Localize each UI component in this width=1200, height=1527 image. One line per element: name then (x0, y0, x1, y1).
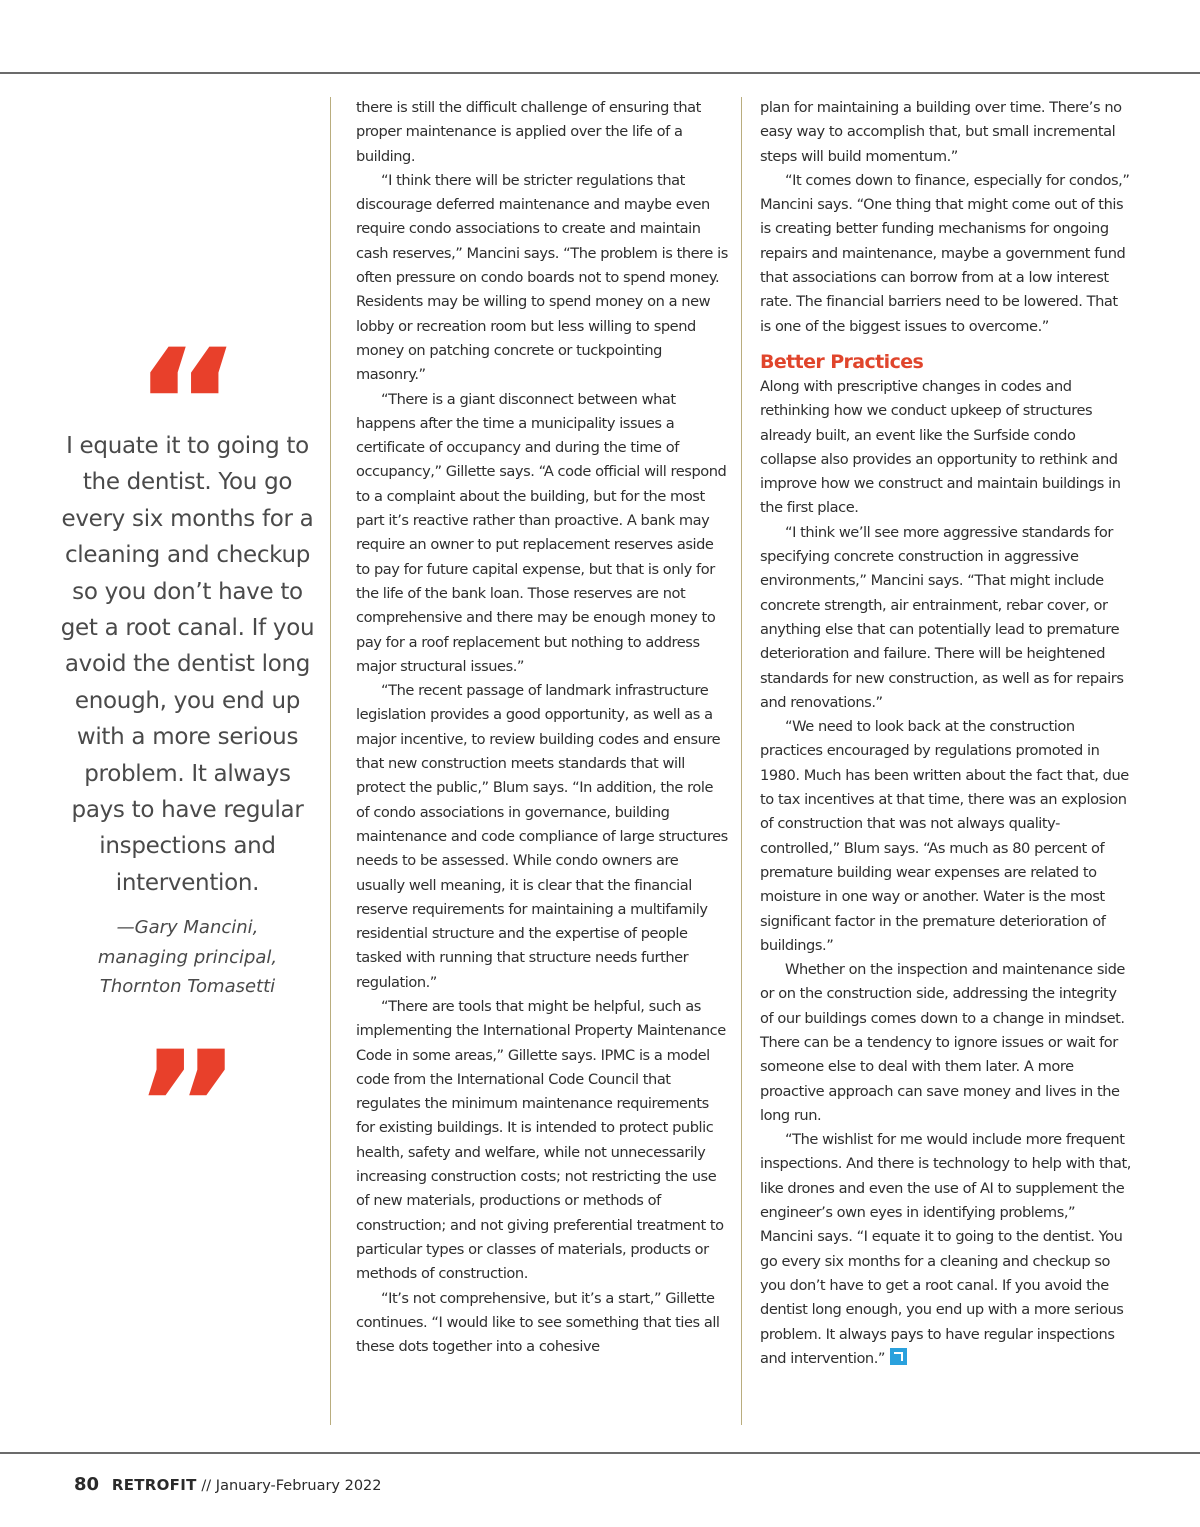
pull-quote-attribution (60, 913, 315, 1002)
final-paragraph-text: “The wishlist for me would include more frequent inspections. And there is technology to help with that, like drones and even the use of AI to supplement the engineer’s own eyes in identifying problems,” Mancini says. “I equate it to going to the dentist. You go every six months for a cleaning and checkup so you don’t have to get a root canal. If you avoid the dentist long enough, you end up with a more serious problem. It always pays to have regular inspections and intervention.” (760, 1131, 1131, 1367)
column-divider (741, 97, 742, 1425)
section-lead-paragraph: Along with prescriptive changes in codes and rethinking how we conduct upkeep of structures already built, an event like the Surfside condo collapse also provides an opportunity to rethink and improve how we construct and maintain buildings in the first place. (760, 377, 1121, 517)
bottom-rule (0, 1452, 1200, 1454)
attribution-title: managing principal, (97, 946, 278, 968)
body-paragraph: “There is a giant disconnect between what happens after the time a municipality issues a certificate of occupancy and during the time of occupancy,” Gillette says. “A code official will respond to a complaint about the building, but for the most part it’s reactive rather than proactive. A bank may require an owner to put replacement reserves aside to pay for future capital expense, but that is only for the life of the bank loan. Those reserves are not comprehensive and there may be enough money to pay for a roof replacement but nothing to address major structural issues.” (356, 390, 727, 675)
section-subhead: Better Practices (760, 350, 924, 373)
body-paragraph: plan for maintaining a building over time. There’s no easy way to accomplish that, but small incremental steps will build momentum.” (760, 99, 1122, 165)
retrofit-end-mark-icon (890, 1348, 907, 1365)
close-quote-icon (60, 1032, 315, 1112)
body-paragraph: “I think we’ll see more aggressive standards for specifying concrete construction in aggressive environments,” Mancini says. “That might include concrete strength, air entrainment, rebar cover, or anything else that can potentially lead to premature deterioration and failure. There will be heightened standards for new construction, as well as for repairs and renovations.” (760, 523, 1124, 711)
body-paragraph: Whether on the inspection and maintenance side or on the construction side, addressing the integrity of our buildings comes down to a change in mindset. There can be a tendency to ignore issues or wait for someone else to deal with them later. A more proactive approach can save money and lives in the long run. (760, 961, 1125, 1124)
pull-quote (60, 330, 315, 1112)
body-paragraph: “It’s not comprehensive, but it’s a start,” Gillette continues. “I would like to see something that ties all these dots together into a cohesive (356, 1289, 720, 1356)
body-paragraph: “The recent passage of landmark infrastructure legislation provides a good opportunity, as well as a major incentive, to review building codes and ensure that new construction meets standards that will protect the public,” Blum says. “In addition, the role of condo associations in governance, building maintenance and code compliance of large structures needs to be assessed. While condo owners are usually well meaning, it is clear that the financial reserve requirements for maintaining a multifamily residential structure and the expertise of people tasked with running that structure needs further regulation.” (356, 682, 728, 991)
final-paragraph (760, 1128, 1132, 1371)
article-column-2 (356, 96, 728, 1359)
top-rule (0, 72, 1200, 74)
publication-name: RETROFIT (111, 1476, 197, 1494)
issue-date: // January-February 2022 (201, 1478, 382, 1494)
page-footer (74, 1474, 382, 1495)
page-number: 80 (74, 1474, 100, 1495)
body-paragraph: “It comes down to finance, especially for condos,” Mancini says. “One thing that might come out of this is creating better funding mechanisms for ongoing repairs and maintenance, maybe a government fund that associations can borrow from at a low interest rate. The financial barriers need to be lowered. That is one of the biggest issues to overcome.” (760, 171, 1130, 335)
attribution-company: Thornton Tomasetti (99, 976, 276, 998)
article-column-3 (760, 96, 1132, 1371)
body-paragraph: there is still the difficult challenge of ensuring that proper maintenance is applied over the life of a building. (356, 99, 701, 165)
pull-quote-text: I equate it to going to the dentist. You go every six months for a cleaning and checkup so you don’t have to get a root canal. If you avoid the dentist long enough, you end up with a more serious problem. It always pays to have regular inspections and intervention. (60, 433, 315, 896)
body-paragraph: “We need to look back at the construction practices encouraged by regulations promoted in 1980. Much has been written about the fact that, due to tax incentives at that time, there was an explosion of construction that was not always quality-controlled,” Blum says. “As much as 80 percent of premature building wear expenses are related to moisture in one way or another. Water is the most significant factor in the premature deterioration of buildings.” (760, 718, 1129, 954)
column-divider (330, 97, 331, 1425)
open-quote-icon (60, 330, 315, 416)
body-paragraph: “There are tools that might be helpful, such as implementing the International Property Maintenance Code in some areas,” Gillette says. IPMC is a model code from the International Code Council that regulates the minimum maintenance requirements for existing buildings. It is intended to protect public health, safety and welfare, while not unnecessarily increasing construction costs; not restricting the use of new materials, productions or methods of construction; and not giving preferential treatment to particular types or classes of materials, products or methods of construction. (356, 997, 726, 1283)
attribution-name: —Gary Mancini, (116, 917, 259, 939)
body-paragraph: “I think there will be stricter regulations that discourage deferred maintenance and maybe even require condo associations to create and maintain cash reserves,” Mancini says. “The problem is there is often pressure on condo boards not to spend money. Residents may be willing to spend money on a new lobby or recreation room but less willing to spend money on patching concrete or tuckpointing masonry.” (356, 171, 728, 384)
